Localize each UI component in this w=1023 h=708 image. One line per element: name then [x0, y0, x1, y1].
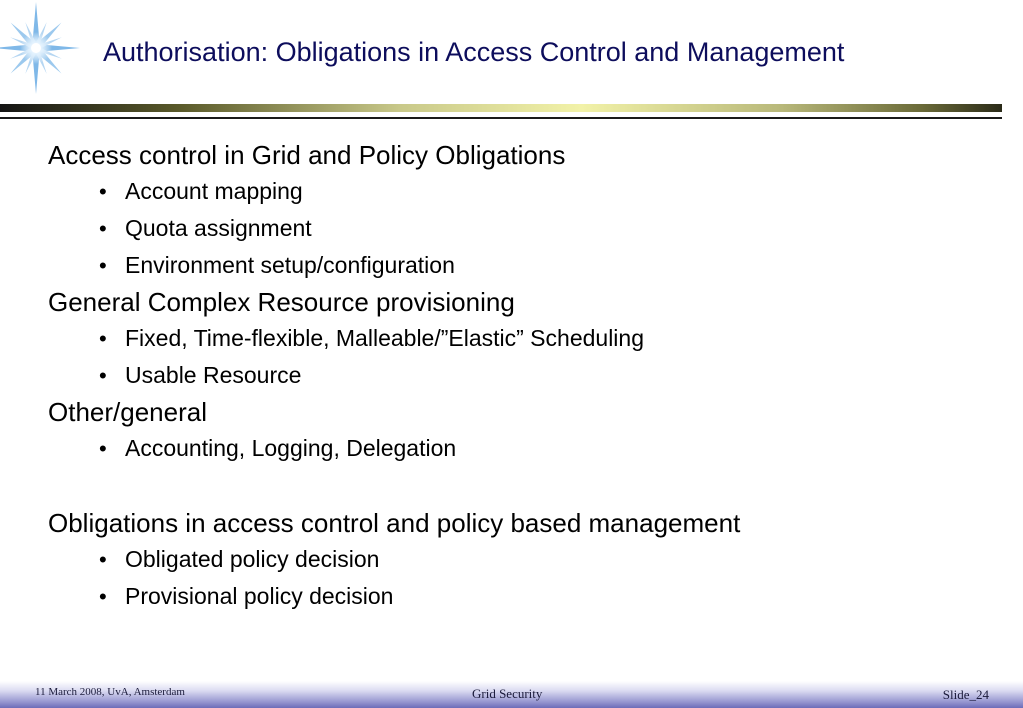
- footer-date-location: 11 March 2008, UvA, Amsterdam: [35, 686, 185, 698]
- bullet-icon: •: [99, 179, 107, 204]
- title-gradient-bar: [0, 104, 1002, 112]
- slide-number: Slide_24: [942, 687, 989, 702]
- list-item-text: Provisional policy decision: [125, 583, 394, 609]
- list-item-text: Quota assignment: [125, 215, 312, 241]
- starburst-icon: [0, 0, 86, 100]
- list-item-text: Fixed, Time-flexible, Malleable/”Elastic” Scheduling: [125, 325, 644, 351]
- footer-title: Grid Security: [472, 686, 543, 701]
- list-item: [48, 320, 998, 357]
- list-item: [48, 357, 998, 394]
- slide-title: Authorisation: Obligations in Access Control and Management: [103, 37, 845, 67]
- list-item-text: Usable Resource: [125, 362, 302, 388]
- bullet-icon: •: [99, 363, 107, 388]
- section-heading: Other/general: [48, 397, 207, 427]
- list-item: [48, 541, 998, 578]
- section-heading: General Complex Resource provisioning: [48, 287, 515, 317]
- slide-content: [48, 137, 998, 615]
- bullet-icon: •: [99, 326, 107, 351]
- list-item-text: Obligated policy decision: [125, 546, 380, 572]
- bullet-icon: •: [99, 253, 107, 278]
- section-heading: Access control in Grid and Policy Obligations: [48, 140, 566, 170]
- list-item-text: Accounting, Logging, Delegation: [125, 435, 457, 461]
- list-item: [48, 173, 998, 210]
- title-divider: [0, 117, 1002, 119]
- section-spacer: [48, 467, 998, 505]
- bullet-icon: •: [99, 584, 107, 609]
- list-item: [48, 430, 998, 467]
- bullet-icon: •: [99, 216, 107, 241]
- list-item-text: Environment setup/configuration: [125, 252, 455, 278]
- bullet-icon: •: [99, 547, 107, 572]
- section-heading: Obligations in access control and policy based management: [48, 508, 741, 538]
- list-item: [48, 578, 998, 615]
- list-item-text: Account mapping: [125, 178, 303, 204]
- bullet-icon: •: [99, 436, 107, 461]
- list-item: [48, 210, 998, 247]
- list-item: [48, 247, 998, 284]
